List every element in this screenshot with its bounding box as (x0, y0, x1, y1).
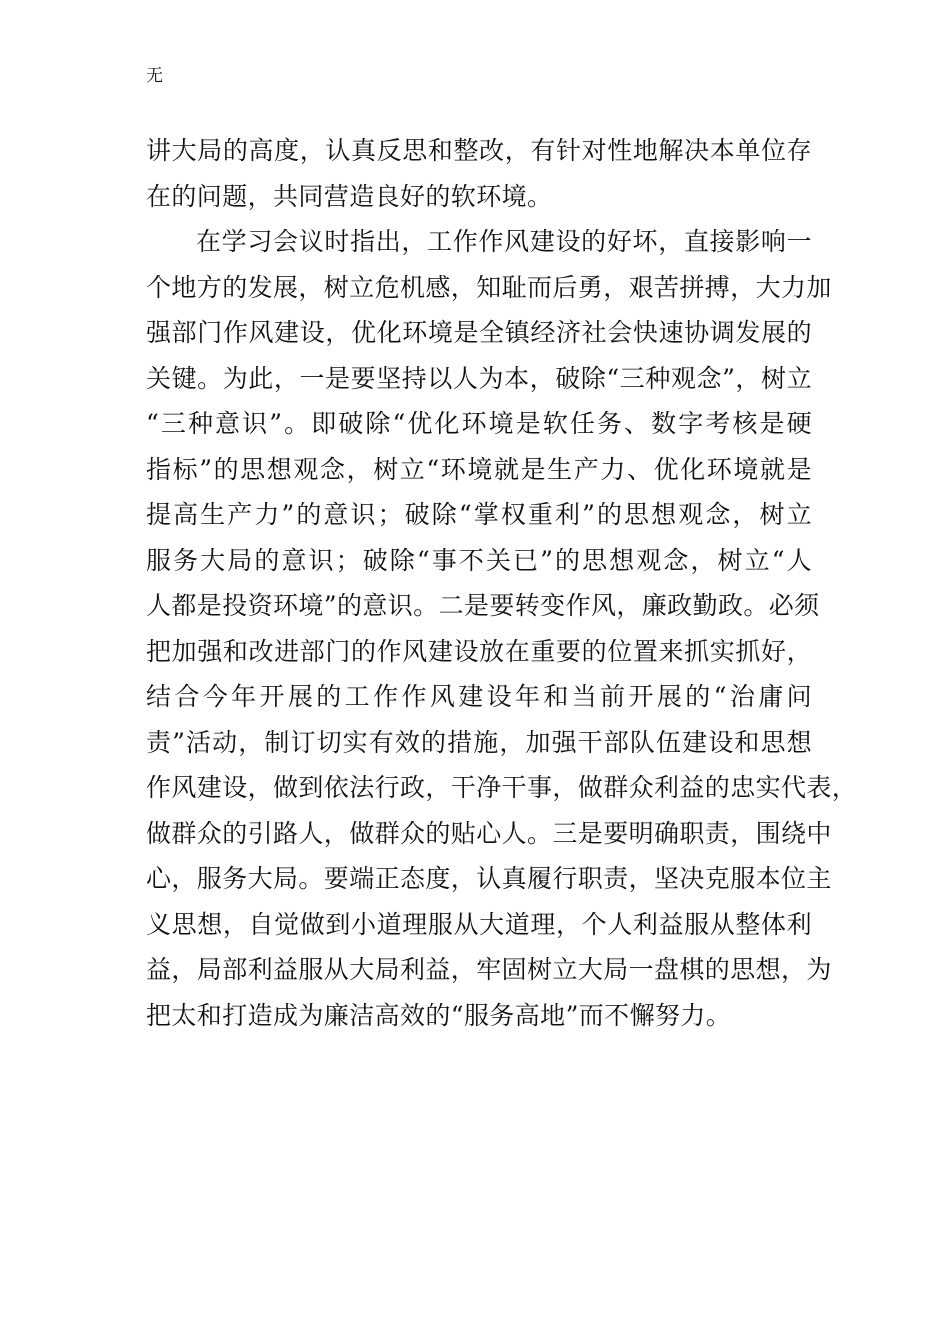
paragraph-line: 益，局部利益服从大局利益，牢固树立大局一盘棋的思想，为 (146, 955, 832, 984)
paragraph-line: 作风建设，做到依法行政，干净干事，做群众利益的忠实代表， (146, 773, 858, 802)
paragraph-line: 在的问题，共同营造良好的软环境。 (146, 181, 553, 211)
header-mark: 无 (146, 66, 163, 86)
paragraph-line: 人都是投资环境”的意识。二是要转变作风，廉政勤政。必须 (146, 591, 820, 620)
body-text (146, 128, 858, 1038)
paragraph-line: 结合今年开展的工作作风建设年和当前开展的“治庸问 (146, 682, 812, 711)
paragraph-line: 关键。为此，一是要坚持以人为本，破除“三种观念”，树立 (146, 363, 812, 393)
paragraph-line: 把太和打造成为廉洁高效的“服务高地”而不懈努力。 (146, 1000, 732, 1030)
paragraph-line: 心，服务大局。要端正态度，认真履行职责，坚决克服本位主 (146, 864, 832, 893)
paragraph-line: 指标”的思想观念，树立“环境就是生产力、优化环境就是 (146, 454, 812, 484)
paragraph-line: 责”活动，制订切实有效的措施，加强干部队伍建设和思想 (146, 727, 812, 757)
paragraph-1 (146, 128, 812, 219)
paragraph-line: 强部门作风建设，优化环境是全镇经济社会快速协调发展的 (146, 318, 812, 347)
paragraph-line: 在学习会议时指出，工作作风建设的好坏，直接影响一 (196, 227, 812, 256)
paragraph-line: 义思想，自觉做到小道理服从大道理，个人利益服从整体利 (146, 909, 812, 939)
paragraph-2 (146, 219, 858, 1038)
paragraph-line: 提高生产力”的意识；破除“掌权重利”的思想观念，树立 (146, 500, 812, 529)
paragraph-line: “三种意识”。即破除“优化环境是软任务、数字考核是硬 (146, 409, 812, 438)
paragraph-line: 服务大局的意识；破除“事不关已”的思想观念，树立“人 (146, 545, 812, 575)
paragraph-line: 做群众的引路人，做群众的贴心人。三是要明确职责，围绕中 (146, 818, 832, 848)
paragraph-line: 个地方的发展，树立危机感，知耻而后勇，艰苦拼搏，大力加 (146, 272, 832, 302)
paragraph-line: 把加强和改进部门的作风建设放在重要的位置来抓实抓好， (146, 636, 812, 666)
paragraph-line: 讲大局的高度，认真反思和整改，有针对性地解决本单位存 (146, 136, 812, 165)
